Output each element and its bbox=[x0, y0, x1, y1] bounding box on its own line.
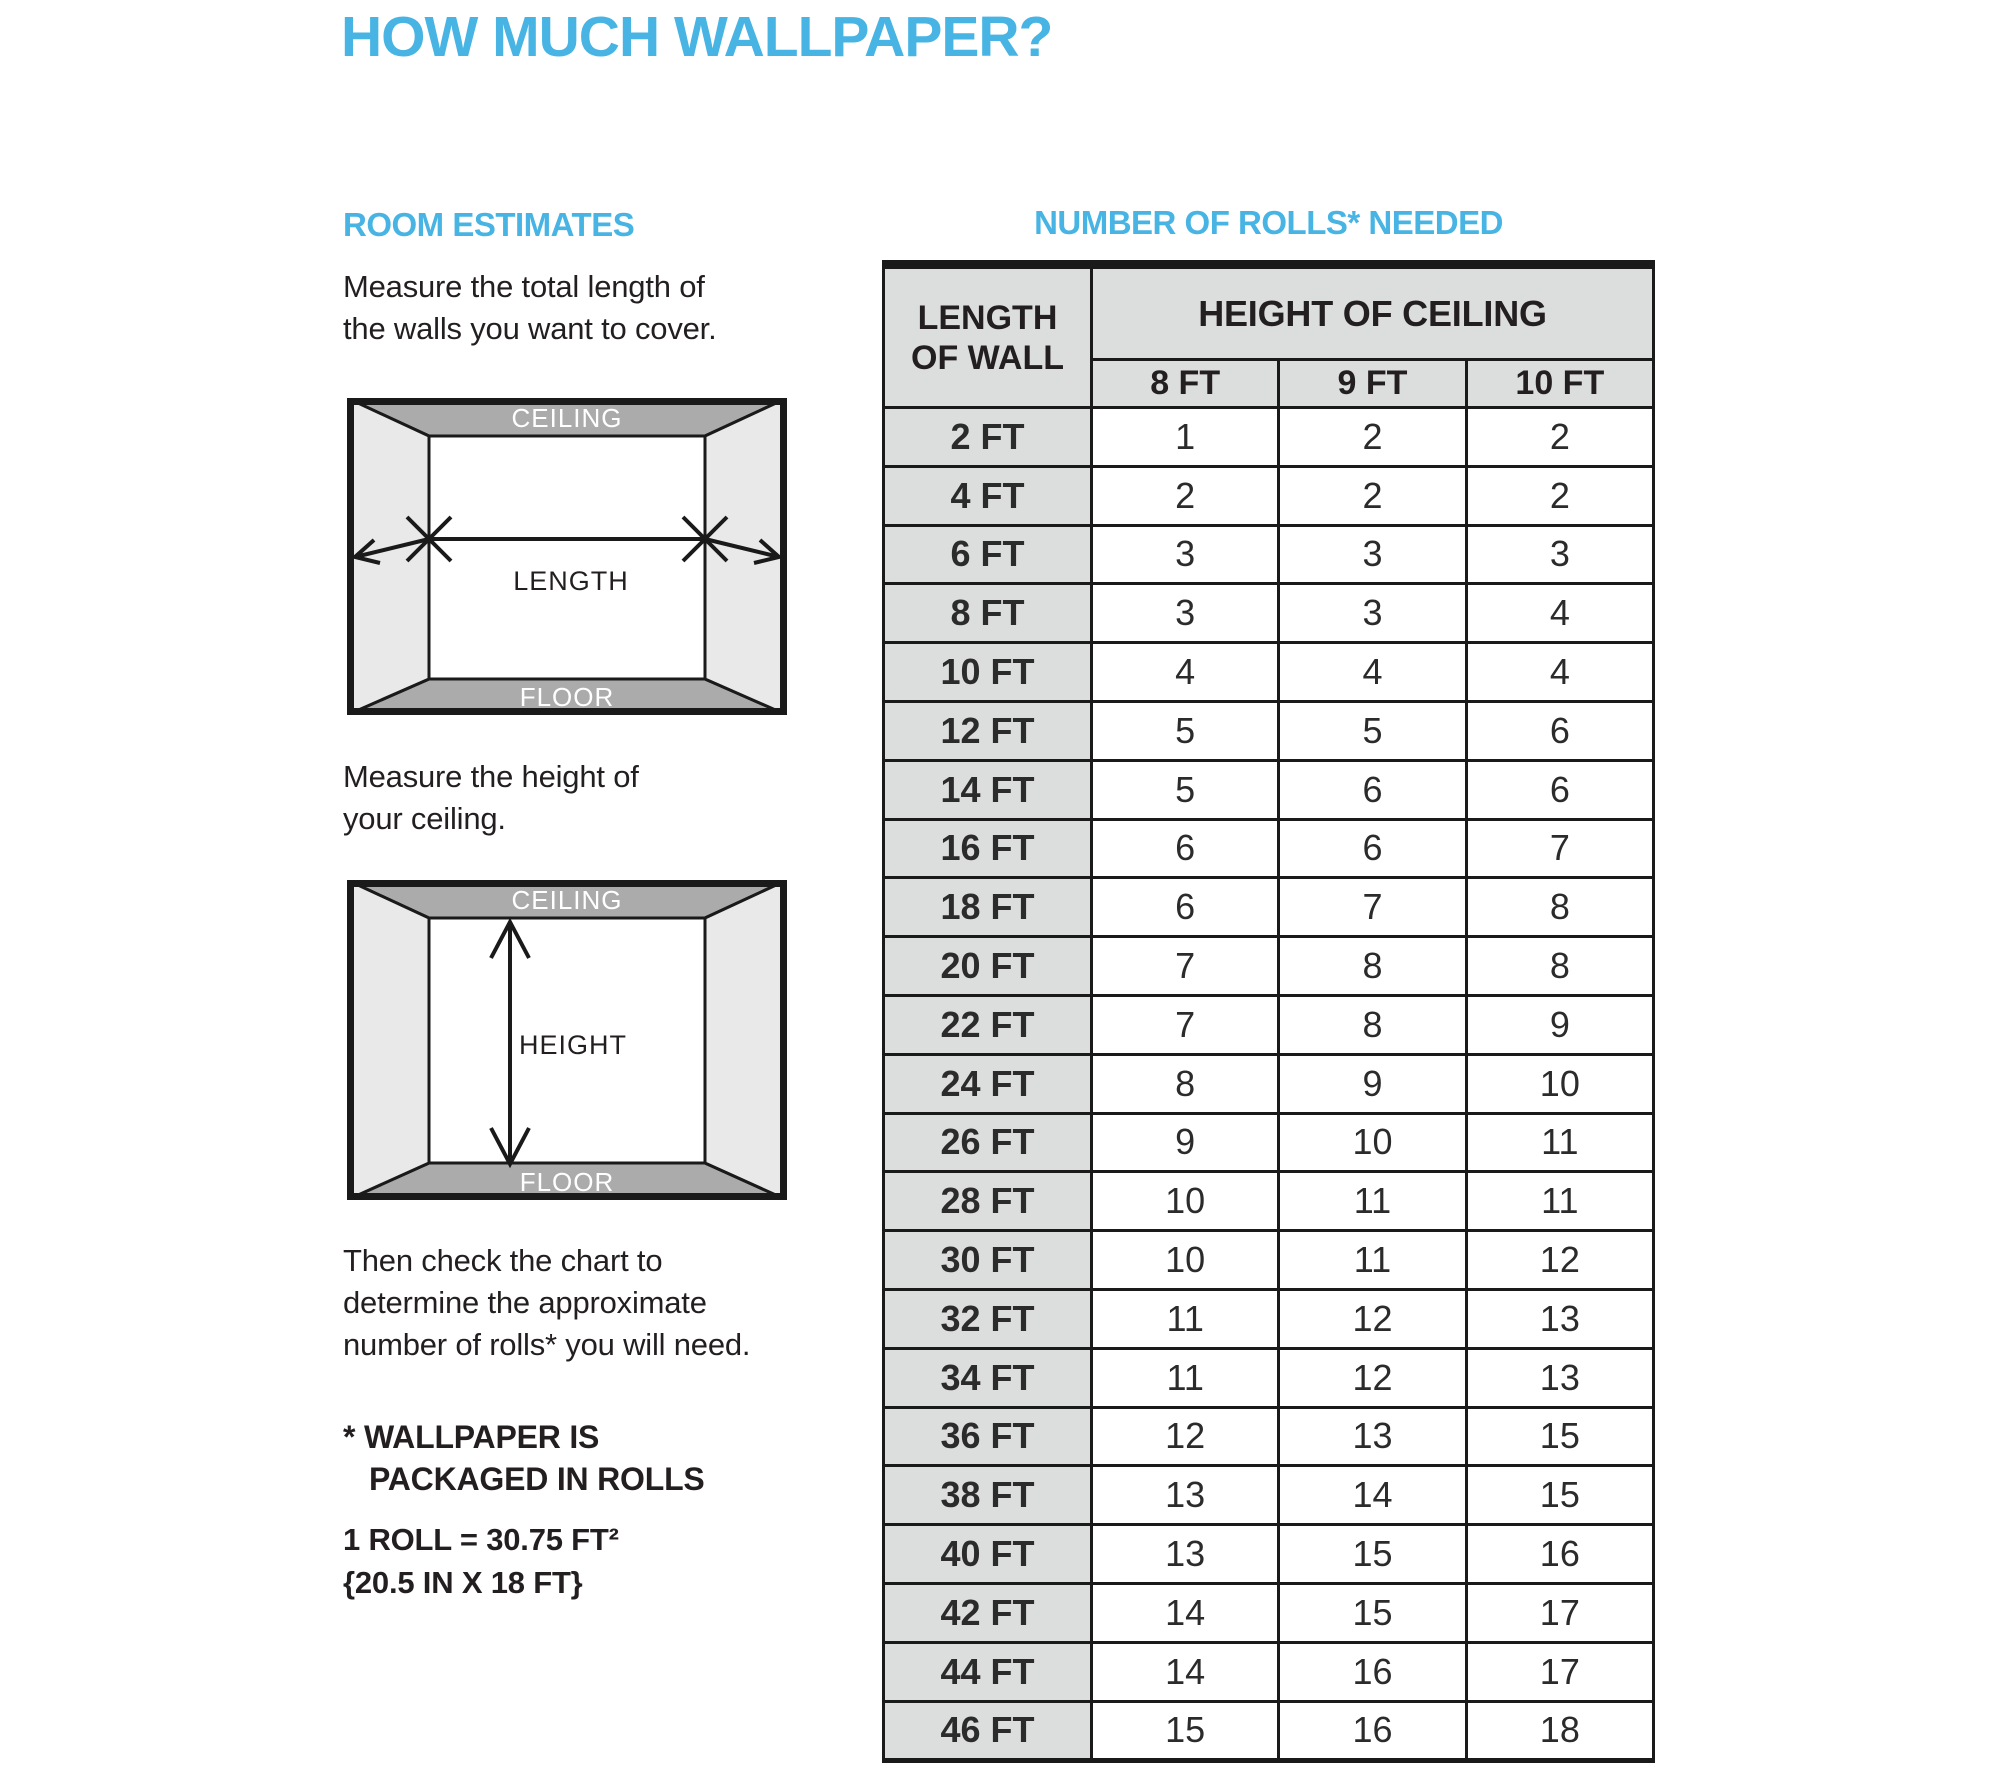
height-of-ceiling-header: HEIGHT OF CEILING bbox=[1092, 265, 1654, 360]
rolls-value-cell: 3 bbox=[1466, 525, 1653, 584]
rolls-value-cell: 15 bbox=[1466, 1466, 1653, 1525]
wall-length-cell: 38 FT bbox=[884, 1466, 1092, 1525]
rolls-value-cell: 12 bbox=[1279, 1289, 1466, 1348]
rolls-value-cell: 8 bbox=[1279, 937, 1466, 996]
rolls-value-cell: 8 bbox=[1279, 995, 1466, 1054]
rolls-value-cell: 14 bbox=[1092, 1642, 1279, 1701]
length-label: LENGTH bbox=[513, 566, 629, 596]
rolls-value-cell: 15 bbox=[1279, 1525, 1466, 1584]
table-row bbox=[884, 408, 1654, 467]
wall-length-cell: 20 FT bbox=[884, 937, 1092, 996]
step2-instruction bbox=[343, 756, 639, 840]
table-row bbox=[884, 1231, 1654, 1290]
rolls-value-cell: 15 bbox=[1279, 1583, 1466, 1642]
rolls-value-cell: 11 bbox=[1466, 1113, 1653, 1172]
length-of-wall-header bbox=[884, 265, 1092, 408]
rolls-value-cell: 11 bbox=[1466, 1172, 1653, 1231]
table-row bbox=[884, 995, 1654, 1054]
ceiling-9ft-header: 9 FT bbox=[1279, 360, 1466, 408]
table-row bbox=[884, 1348, 1654, 1407]
rolls-value-cell: 13 bbox=[1466, 1289, 1653, 1348]
table-row bbox=[884, 1583, 1654, 1642]
rolls-value-cell: 10 bbox=[1092, 1231, 1279, 1290]
step1-line2: the walls you want to cover. bbox=[343, 311, 717, 346]
wall-length-cell: 40 FT bbox=[884, 1525, 1092, 1584]
rolls-table-body bbox=[884, 408, 1654, 1761]
rolls-value-cell: 4 bbox=[1466, 584, 1653, 643]
table-row bbox=[884, 819, 1654, 878]
rolls-value-cell: 7 bbox=[1279, 878, 1466, 937]
rolls-value-cell: 2 bbox=[1466, 466, 1653, 525]
table-row bbox=[884, 878, 1654, 937]
page-title: HOW MUCH WALLPAPER? bbox=[341, 5, 1053, 69]
left-wall bbox=[347, 880, 429, 1200]
rolls-value-cell: 16 bbox=[1466, 1525, 1653, 1584]
ceiling-label: CEILING bbox=[511, 403, 623, 433]
rolls-value-cell: 6 bbox=[1466, 701, 1653, 760]
rolls-value-cell: 5 bbox=[1092, 701, 1279, 760]
rolls-value-cell: 1 bbox=[1092, 408, 1279, 467]
step3-line3: number of rolls* you will need. bbox=[343, 1327, 751, 1362]
step1-line1: Measure the total length of bbox=[343, 269, 705, 304]
footnote-line1: * WALLPAPER IS bbox=[343, 1419, 600, 1455]
rolls-value-cell: 2 bbox=[1092, 466, 1279, 525]
rolls-value-cell: 13 bbox=[1092, 1466, 1279, 1525]
rolls-value-cell: 14 bbox=[1092, 1583, 1279, 1642]
wall-length-cell: 2 FT bbox=[884, 408, 1092, 467]
rolls-value-cell: 11 bbox=[1092, 1289, 1279, 1348]
rolls-value-cell: 7 bbox=[1466, 819, 1653, 878]
table-row bbox=[884, 584, 1654, 643]
step3-instruction bbox=[343, 1240, 750, 1366]
wall-length-cell: 18 FT bbox=[884, 878, 1092, 937]
rolls-value-cell: 4 bbox=[1092, 643, 1279, 702]
table-row bbox=[884, 1054, 1654, 1113]
rolls-value-cell: 15 bbox=[1466, 1407, 1653, 1466]
step3-line1: Then check the chart to bbox=[343, 1243, 663, 1278]
rolls-value-cell: 9 bbox=[1279, 1054, 1466, 1113]
rolls-value-cell: 6 bbox=[1279, 819, 1466, 878]
floor-label: FLOOR bbox=[519, 682, 615, 712]
wall-length-cell: 24 FT bbox=[884, 1054, 1092, 1113]
right-wall bbox=[705, 880, 787, 1200]
table-row bbox=[884, 937, 1654, 996]
rolls-value-cell: 8 bbox=[1466, 878, 1653, 937]
wall-length-cell: 10 FT bbox=[884, 643, 1092, 702]
rolls-value-cell: 14 bbox=[1279, 1466, 1466, 1525]
roll-size-line1: 1 ROLL = 30.75 FT² bbox=[343, 1522, 619, 1557]
rolls-value-cell: 11 bbox=[1279, 1172, 1466, 1231]
rolls-value-cell: 8 bbox=[1092, 1054, 1279, 1113]
rolls-value-cell: 18 bbox=[1466, 1701, 1653, 1761]
rolls-value-cell: 5 bbox=[1092, 760, 1279, 819]
wall-length-cell: 8 FT bbox=[884, 584, 1092, 643]
wall-length-cell: 14 FT bbox=[884, 760, 1092, 819]
rolls-value-cell: 9 bbox=[1092, 1113, 1279, 1172]
ceiling-label: CEILING bbox=[511, 885, 623, 915]
wall-length-cell: 28 FT bbox=[884, 1172, 1092, 1231]
table-row bbox=[884, 1407, 1654, 1466]
wall-length-cell: 30 FT bbox=[884, 1231, 1092, 1290]
rolls-value-cell: 2 bbox=[1466, 408, 1653, 467]
wall-length-cell: 6 FT bbox=[884, 525, 1092, 584]
rolls-value-cell: 12 bbox=[1466, 1231, 1653, 1290]
roll-size-line2: {20.5 IN X 18 FT} bbox=[343, 1565, 583, 1600]
rolls-value-cell: 3 bbox=[1279, 584, 1466, 643]
wall-length-cell: 36 FT bbox=[884, 1407, 1092, 1466]
table-row bbox=[884, 1289, 1654, 1348]
room-estimates-heading: ROOM ESTIMATES bbox=[343, 206, 635, 243]
rolls-value-cell: 16 bbox=[1279, 1701, 1466, 1761]
wallpaper-rolls-footnote bbox=[343, 1416, 705, 1500]
table-row bbox=[884, 1172, 1654, 1231]
table-row bbox=[884, 466, 1654, 525]
rolls-value-cell: 13 bbox=[1466, 1348, 1653, 1407]
wall-length-cell: 16 FT bbox=[884, 819, 1092, 878]
table-row bbox=[884, 643, 1654, 702]
rolls-value-cell: 11 bbox=[1092, 1348, 1279, 1407]
rolls-value-cell: 6 bbox=[1466, 760, 1653, 819]
rolls-value-cell: 6 bbox=[1092, 878, 1279, 937]
footnote-line2: PACKAGED IN ROLLS bbox=[369, 1461, 705, 1497]
rolls-needed-heading: NUMBER OF ROLLS* NEEDED bbox=[1034, 204, 1503, 241]
rolls-value-cell: 5 bbox=[1279, 701, 1466, 760]
wall-length-cell: 46 FT bbox=[884, 1701, 1092, 1761]
table-row bbox=[884, 1701, 1654, 1761]
table-row bbox=[884, 1642, 1654, 1701]
rolls-value-cell: 6 bbox=[1092, 819, 1279, 878]
table-row bbox=[884, 1466, 1654, 1525]
wall-length-cell: 34 FT bbox=[884, 1348, 1092, 1407]
rolls-table bbox=[882, 260, 1655, 1763]
table-row bbox=[884, 525, 1654, 584]
rolls-value-cell: 4 bbox=[1279, 643, 1466, 702]
length-of-wall-header-line1: LENGTH bbox=[917, 298, 1058, 337]
wall-length-cell: 44 FT bbox=[884, 1642, 1092, 1701]
step1-instruction bbox=[343, 266, 716, 350]
rolls-value-cell: 10 bbox=[1466, 1054, 1653, 1113]
wall-length-cell: 4 FT bbox=[884, 466, 1092, 525]
rolls-value-cell: 7 bbox=[1092, 937, 1279, 996]
ceiling-8ft-header: 8 FT bbox=[1092, 360, 1279, 408]
rolls-value-cell: 4 bbox=[1466, 643, 1653, 702]
floor-label: FLOOR bbox=[519, 1167, 615, 1197]
rolls-value-cell: 17 bbox=[1466, 1583, 1653, 1642]
rolls-value-cell: 3 bbox=[1092, 584, 1279, 643]
rolls-value-cell: 15 bbox=[1092, 1701, 1279, 1761]
height-label: HEIGHT bbox=[518, 1030, 628, 1060]
rolls-value-cell: 7 bbox=[1092, 995, 1279, 1054]
length-of-wall-header-line2: OF WALL bbox=[911, 338, 1064, 377]
rolls-value-cell: 11 bbox=[1279, 1231, 1466, 1290]
rolls-value-cell: 10 bbox=[1279, 1113, 1466, 1172]
table-row bbox=[884, 1525, 1654, 1584]
rolls-value-cell: 13 bbox=[1279, 1407, 1466, 1466]
rolls-value-cell: 12 bbox=[1092, 1407, 1279, 1466]
rolls-value-cell: 10 bbox=[1092, 1172, 1279, 1231]
rolls-value-cell: 17 bbox=[1466, 1642, 1653, 1701]
ceiling-height-diagram bbox=[347, 880, 787, 1205]
rolls-value-cell: 3 bbox=[1092, 525, 1279, 584]
wall-length-cell: 22 FT bbox=[884, 995, 1092, 1054]
roll-size-note bbox=[343, 1518, 619, 1604]
step2-line1: Measure the height of bbox=[343, 759, 639, 794]
room-length-diagram bbox=[347, 398, 787, 720]
table-row bbox=[884, 760, 1654, 819]
rolls-value-cell: 3 bbox=[1279, 525, 1466, 584]
step2-line2: your ceiling. bbox=[343, 801, 506, 836]
rolls-value-cell: 2 bbox=[1279, 466, 1466, 525]
table-row bbox=[884, 1113, 1654, 1172]
wall-length-cell: 32 FT bbox=[884, 1289, 1092, 1348]
rolls-value-cell: 8 bbox=[1466, 937, 1653, 996]
rolls-value-cell: 13 bbox=[1092, 1525, 1279, 1584]
step3-line2: determine the approximate bbox=[343, 1285, 707, 1320]
rolls-value-cell: 16 bbox=[1279, 1642, 1466, 1701]
wall-length-cell: 42 FT bbox=[884, 1583, 1092, 1642]
wall-length-cell: 12 FT bbox=[884, 701, 1092, 760]
rolls-value-cell: 12 bbox=[1279, 1348, 1466, 1407]
rolls-value-cell: 9 bbox=[1466, 995, 1653, 1054]
ceiling-10ft-header: 10 FT bbox=[1466, 360, 1653, 408]
wall-length-cell: 26 FT bbox=[884, 1113, 1092, 1172]
table-row bbox=[884, 701, 1654, 760]
rolls-value-cell: 2 bbox=[1279, 408, 1466, 467]
rolls-value-cell: 6 bbox=[1279, 760, 1466, 819]
